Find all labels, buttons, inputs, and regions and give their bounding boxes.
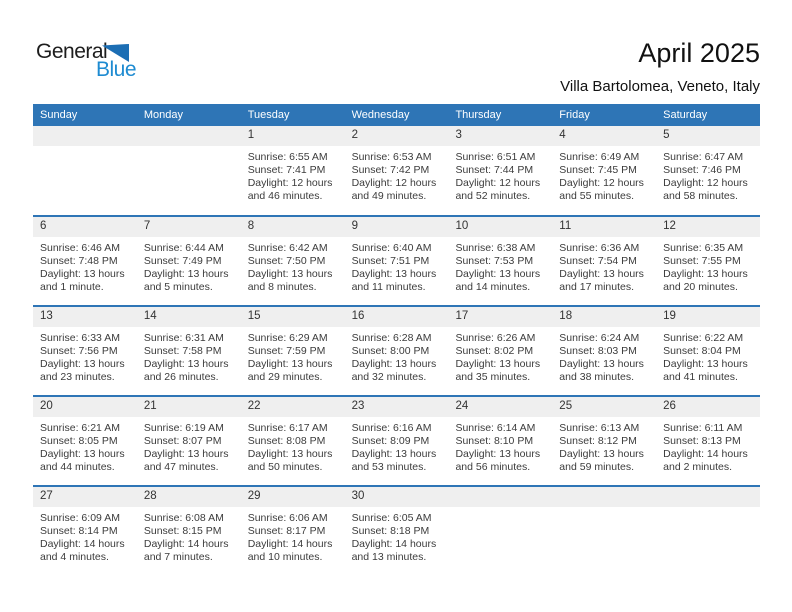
page-title: April 2025 [638, 38, 760, 68]
day-detail-line: Sunrise: 6:29 AM [247, 332, 328, 344]
day-detail-line: Sunset: 8:03 PM [559, 345, 637, 357]
day-number: 25 [552, 397, 656, 417]
day-number [448, 487, 552, 507]
day-detail-line: Daylight: 14 hours and 4 minutes. [40, 538, 125, 563]
day-number: 6 [33, 217, 137, 237]
day-details [656, 417, 760, 474]
day-detail-line: Sunrise: 6:16 AM [351, 422, 432, 434]
day-details [33, 417, 137, 474]
day-cell [656, 126, 760, 215]
day-details [241, 327, 345, 384]
empty-cell [656, 487, 760, 575]
day-number [33, 126, 137, 146]
day-number: 5 [656, 126, 760, 146]
day-cell [241, 487, 345, 575]
day-cell [656, 307, 760, 395]
day-number: 9 [345, 217, 449, 237]
day-detail-line: Sunrise: 6:06 AM [247, 512, 328, 524]
day-cell [137, 397, 241, 485]
day-detail-line: Sunrise: 6:11 AM [663, 422, 743, 434]
day-detail-line: Sunrise: 6:13 AM [559, 422, 640, 434]
day-detail-line: Sunset: 8:00 PM [351, 345, 430, 357]
day-number: 10 [448, 217, 552, 237]
day-details [137, 417, 241, 474]
day-number: 21 [137, 397, 241, 417]
day-detail-line: Sunrise: 6:55 AM [247, 151, 328, 163]
day-number: 20 [33, 397, 137, 417]
day-number: 11 [552, 217, 656, 237]
day-detail-line: Daylight: 12 hours and 49 minutes. [351, 177, 437, 202]
day-cell [448, 217, 552, 305]
day-cell [656, 217, 760, 305]
day-detail-line: Sunrise: 6:35 AM [663, 242, 744, 254]
day-detail-line: Sunrise: 6:22 AM [663, 332, 744, 344]
day-detail-line: Daylight: 13 hours and 38 minutes. [559, 358, 644, 383]
day-detail-line: Daylight: 13 hours and 44 minutes. [40, 448, 125, 473]
day-number: 24 [448, 397, 552, 417]
day-number: 14 [137, 307, 241, 327]
day-detail-line: Daylight: 13 hours and 32 minutes. [351, 358, 437, 383]
day-detail-line: Sunrise: 6:42 AM [247, 242, 328, 254]
day-detail-line: Sunrise: 6:14 AM [455, 422, 536, 434]
day-number [137, 126, 241, 146]
day-details [345, 417, 449, 474]
day-detail-line: Daylight: 13 hours and 59 minutes. [559, 448, 644, 473]
day-detail-line: Sunset: 7:54 PM [559, 255, 637, 267]
day-detail-line: Daylight: 13 hours and 23 minutes. [40, 358, 125, 383]
week-row [33, 126, 760, 215]
day-details [33, 507, 137, 564]
day-detail-line: Daylight: 13 hours and 8 minutes. [247, 268, 333, 293]
day-detail-line: Sunset: 7:50 PM [247, 255, 326, 267]
day-detail-line: Sunset: 7:55 PM [663, 255, 741, 267]
day-details [345, 237, 449, 294]
day-detail-line: Daylight: 12 hours and 46 minutes. [247, 177, 333, 202]
day-number: 7 [137, 217, 241, 237]
day-details [137, 146, 241, 151]
day-detail-line: Daylight: 13 hours and 50 minutes. [247, 448, 333, 473]
day-detail-line: Sunrise: 6:19 AM [143, 422, 224, 434]
day-detail-line: Sunset: 8:15 PM [143, 525, 222, 537]
weekday-header: Saturday [663, 109, 708, 121]
day-detail-line: Daylight: 12 hours and 58 minutes. [663, 177, 748, 202]
day-detail-line: Sunrise: 6:17 AM [247, 422, 328, 434]
day-detail-line: Daylight: 14 hours and 10 minutes. [247, 538, 333, 563]
day-cell [241, 217, 345, 305]
day-details [656, 327, 760, 384]
day-detail-line: Sunset: 7:46 PM [663, 164, 741, 176]
day-cell [448, 126, 552, 215]
day-detail-line: Sunset: 8:18 PM [351, 525, 430, 537]
day-detail-line: Sunrise: 6:36 AM [559, 242, 640, 254]
empty-cell [552, 487, 656, 575]
day-number: 4 [552, 126, 656, 146]
day-detail-line: Sunset: 8:10 PM [455, 435, 534, 447]
day-cell [552, 397, 656, 485]
day-detail-line: Sunset: 7:51 PM [351, 255, 430, 267]
day-cell [241, 126, 345, 215]
page-subtitle: Villa Bartolomea, Veneto, Italy [560, 78, 760, 95]
day-detail-line: Sunrise: 6:31 AM [143, 332, 224, 344]
day-detail-line: Sunset: 8:07 PM [143, 435, 222, 447]
day-detail-line: Daylight: 13 hours and 53 minutes. [351, 448, 437, 473]
empty-cell [137, 126, 241, 215]
day-cell [552, 126, 656, 215]
week-row [33, 215, 760, 305]
day-details [552, 507, 656, 512]
empty-cell [33, 126, 137, 215]
day-cell [552, 307, 656, 395]
day-detail-line: Sunset: 7:59 PM [247, 345, 326, 357]
day-detail-line: Daylight: 12 hours and 55 minutes. [559, 177, 644, 202]
week-row [33, 305, 760, 395]
day-detail-line: Sunset: 8:04 PM [663, 345, 741, 357]
day-details [137, 327, 241, 384]
day-details [448, 327, 552, 384]
day-cell [137, 487, 241, 575]
day-details [448, 146, 552, 203]
weekday-header: Tuesday [247, 109, 290, 121]
day-detail-line: Sunset: 7:42 PM [351, 164, 430, 176]
day-detail-line: Sunset: 8:14 PM [40, 525, 118, 537]
day-detail-line: Sunrise: 6:05 AM [351, 512, 432, 524]
day-number: 17 [448, 307, 552, 327]
day-number: 13 [33, 307, 137, 327]
day-detail-line: Sunset: 8:17 PM [247, 525, 326, 537]
day-detail-line: Sunset: 7:49 PM [143, 255, 222, 267]
day-detail-line: Sunset: 7:48 PM [40, 255, 118, 267]
day-detail-line: Sunset: 7:45 PM [559, 164, 637, 176]
day-details [345, 327, 449, 384]
day-detail-line: Sunrise: 6:26 AM [455, 332, 536, 344]
day-detail-line: Sunrise: 6:24 AM [559, 332, 640, 344]
day-details [241, 146, 345, 203]
day-detail-line: Sunrise: 6:44 AM [143, 242, 224, 254]
day-cell [33, 487, 137, 575]
day-details [656, 507, 760, 512]
day-number: 8 [241, 217, 345, 237]
weekday-header: Thursday [455, 109, 502, 121]
day-detail-line: Daylight: 13 hours and 17 minutes. [559, 268, 644, 293]
day-cell [137, 217, 241, 305]
day-details [448, 237, 552, 294]
day-number: 23 [345, 397, 449, 417]
day-detail-line: Daylight: 14 hours and 13 minutes. [351, 538, 437, 563]
day-detail-line: Daylight: 13 hours and 1 minute. [40, 268, 125, 293]
logo-text-blue: Blue [96, 58, 137, 81]
title-block [560, 38, 760, 95]
day-cell [241, 397, 345, 485]
day-cell [241, 307, 345, 395]
day-details [241, 417, 345, 474]
weekday-header: Friday [559, 109, 590, 121]
day-detail-line: Sunset: 8:13 PM [663, 435, 741, 447]
week-row [33, 485, 760, 575]
weekday-header-row [33, 104, 760, 126]
day-detail-line: Sunrise: 6:40 AM [351, 242, 432, 254]
weekday-header: Monday [143, 109, 183, 121]
day-detail-line: Sunrise: 6:28 AM [351, 332, 432, 344]
day-detail-line: Sunset: 7:58 PM [143, 345, 222, 357]
day-number [552, 487, 656, 507]
day-detail-line: Sunrise: 6:38 AM [455, 242, 536, 254]
day-number: 15 [241, 307, 345, 327]
day-details [552, 417, 656, 474]
day-number: 30 [345, 487, 449, 507]
day-cell [552, 217, 656, 305]
day-detail-line: Sunset: 8:05 PM [40, 435, 118, 447]
day-number: 22 [241, 397, 345, 417]
day-cell [448, 307, 552, 395]
empty-cell [448, 487, 552, 575]
day-number: 26 [656, 397, 760, 417]
day-detail-line: Sunset: 8:09 PM [351, 435, 430, 447]
general-blue-logo [36, 40, 176, 86]
calendar-table [33, 104, 760, 575]
day-details [345, 146, 449, 203]
day-detail-line: Daylight: 13 hours and 29 minutes. [247, 358, 333, 383]
day-number: 16 [345, 307, 449, 327]
day-cell [33, 307, 137, 395]
day-detail-line: Sunrise: 6:51 AM [455, 151, 536, 163]
day-details [33, 327, 137, 384]
day-details [656, 237, 760, 294]
day-detail-line: Daylight: 13 hours and 41 minutes. [663, 358, 748, 383]
day-detail-line: Sunrise: 6:33 AM [40, 332, 120, 344]
day-number [656, 487, 760, 507]
day-detail-line: Sunrise: 6:46 AM [40, 242, 120, 254]
weekday-header: Wednesday [351, 109, 410, 121]
day-detail-line: Daylight: 14 hours and 2 minutes. [663, 448, 748, 473]
day-number: 18 [552, 307, 656, 327]
day-detail-line: Sunrise: 6:09 AM [40, 512, 120, 524]
day-detail-line: Sunrise: 6:08 AM [143, 512, 224, 524]
day-details [33, 146, 137, 151]
day-detail-line: Sunset: 8:02 PM [455, 345, 534, 357]
day-details [656, 146, 760, 203]
day-detail-line: Sunrise: 6:47 AM [663, 151, 744, 163]
day-number: 3 [448, 126, 552, 146]
day-cell [345, 397, 449, 485]
weekday-header: Sunday [40, 109, 78, 121]
day-cell [448, 397, 552, 485]
day-cell [345, 126, 449, 215]
day-number: 12 [656, 217, 760, 237]
day-detail-line: Sunset: 8:12 PM [559, 435, 637, 447]
day-detail-line: Sunset: 7:53 PM [455, 255, 534, 267]
day-cell [137, 307, 241, 395]
day-details [33, 237, 137, 294]
day-details [448, 417, 552, 474]
day-details [137, 507, 241, 564]
day-cell [33, 217, 137, 305]
day-number: 27 [33, 487, 137, 507]
day-detail-line: Sunset: 7:44 PM [455, 164, 534, 176]
day-detail-line: Sunset: 7:41 PM [247, 164, 326, 176]
day-detail-line: Daylight: 13 hours and 20 minutes. [663, 268, 748, 293]
day-cell [345, 487, 449, 575]
day-details [552, 327, 656, 384]
day-cell [656, 397, 760, 485]
day-detail-line: Sunrise: 6:53 AM [351, 151, 432, 163]
day-detail-line: Daylight: 12 hours and 52 minutes. [455, 177, 541, 202]
day-detail-line: Daylight: 13 hours and 5 minutes. [143, 268, 229, 293]
day-details [345, 507, 449, 564]
day-detail-line: Sunset: 7:56 PM [40, 345, 118, 357]
day-detail-line: Sunrise: 6:21 AM [40, 422, 120, 434]
day-detail-line: Sunset: 8:08 PM [247, 435, 326, 447]
week-row [33, 395, 760, 485]
day-number: 2 [345, 126, 449, 146]
day-detail-line: Daylight: 13 hours and 14 minutes. [455, 268, 541, 293]
day-detail-line: Sunrise: 6:49 AM [559, 151, 640, 163]
calendar-grid [33, 126, 760, 575]
day-details [552, 146, 656, 203]
day-detail-line: Daylight: 13 hours and 47 minutes. [143, 448, 229, 473]
logo-text-general: General [36, 40, 108, 63]
day-details [448, 507, 552, 512]
day-number: 1 [241, 126, 345, 146]
day-cell [345, 217, 449, 305]
day-detail-line: Daylight: 13 hours and 26 minutes. [143, 358, 229, 383]
day-detail-line: Daylight: 14 hours and 7 minutes. [143, 538, 229, 563]
day-cell [345, 307, 449, 395]
day-number: 28 [137, 487, 241, 507]
day-detail-line: Daylight: 13 hours and 11 minutes. [351, 268, 437, 293]
day-details [241, 237, 345, 294]
day-detail-line: Daylight: 13 hours and 35 minutes. [455, 358, 541, 383]
day-number: 19 [656, 307, 760, 327]
day-details [552, 237, 656, 294]
day-details [241, 507, 345, 564]
day-details [137, 237, 241, 294]
day-cell [33, 397, 137, 485]
day-detail-line: Daylight: 13 hours and 56 minutes. [455, 448, 541, 473]
day-number: 29 [241, 487, 345, 507]
